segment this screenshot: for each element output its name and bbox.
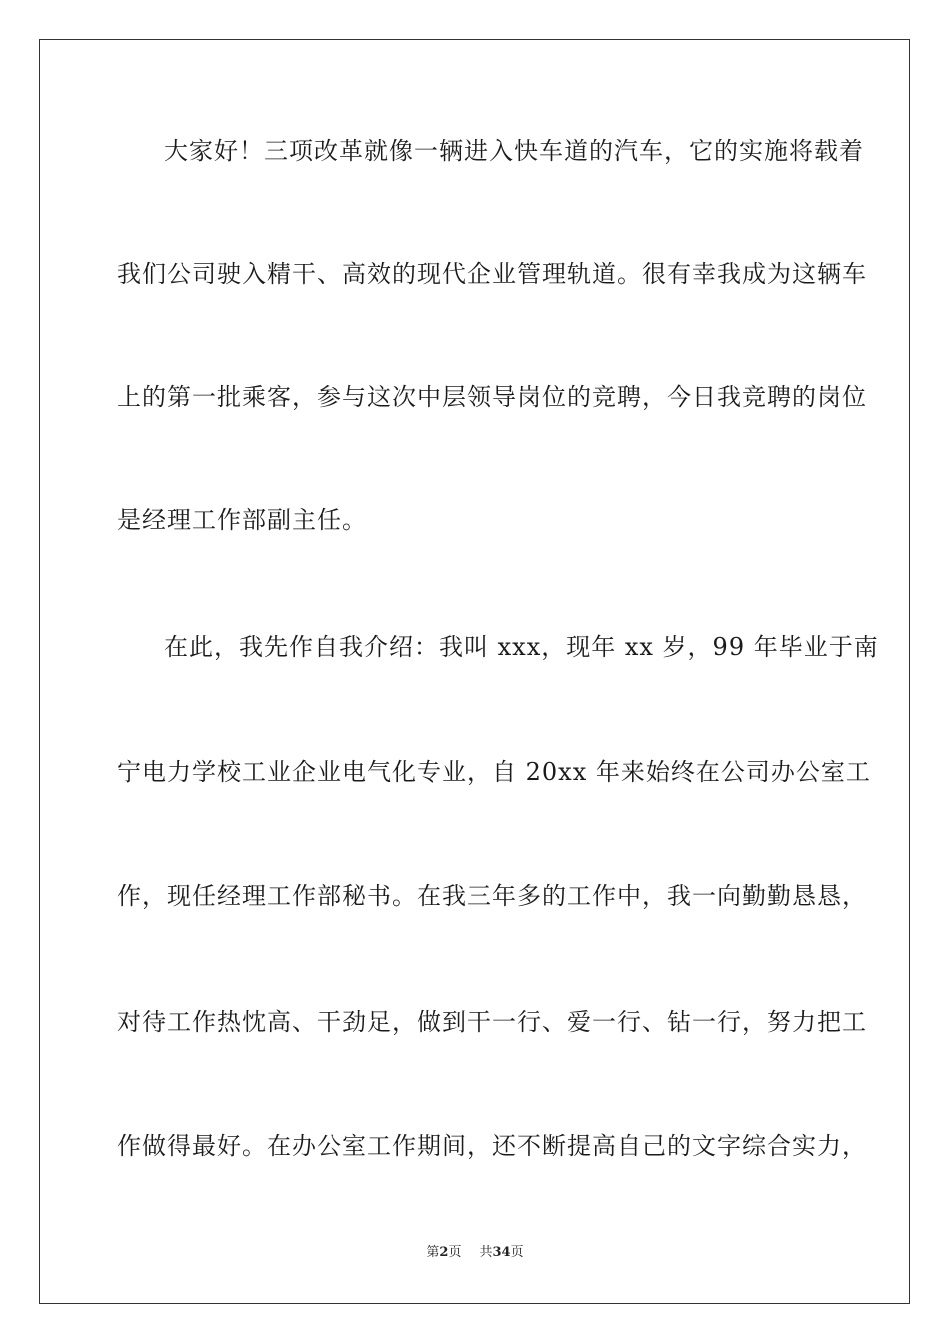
total-prefix: 共 — [479, 1245, 493, 1260]
page-number: 2 — [439, 1245, 449, 1260]
paragraph-1-line-4: 是经理工作部副主任。 — [117, 506, 367, 534]
paragraph-2-line-4: 对待工作热忱高、干劲足，做到干一行、爱一行、钻一行，努力把工 — [117, 1008, 867, 1036]
total-pages: 34 — [492, 1245, 511, 1260]
page-suffix: 页 — [448, 1245, 462, 1260]
paragraph-2-line-3: 作，现任经理工作部秘书。在我三年多的工作中，我一向勤勤恳恳， — [117, 882, 867, 910]
page-footer — [0, 1245, 950, 1261]
total-suffix: 页 — [510, 1245, 524, 1260]
page-prefix: 第 — [426, 1245, 440, 1260]
paragraph-2-line-5: 作做得最好。在办公室工作期间，还不断提高自己的文字综合实力， — [117, 1132, 867, 1160]
paragraph-1-line-1: 大家好！三项改革就像一辆进入快车道的汽车，它的实施将载着 — [164, 137, 864, 165]
paragraph-1-line-3: 上的第一批乘客，参与这次中层领导岗位的竞聘，今日我竞聘的岗位 — [117, 383, 867, 411]
page-border — [39, 39, 910, 1304]
paragraph-1-line-2: 我们公司驶入精干、高效的现代企业管理轨道。很有幸我成为这辆车 — [117, 260, 867, 288]
paragraph-2-line-1: 在此，我先作自我介绍：我叫 xxx，现年 xx 岁，99 年毕业于南 — [164, 633, 879, 661]
paragraph-2-line-2: 宁电力学校工业企业电气化专业，自 20xx 年来始终在公司办公室工 — [117, 758, 871, 786]
